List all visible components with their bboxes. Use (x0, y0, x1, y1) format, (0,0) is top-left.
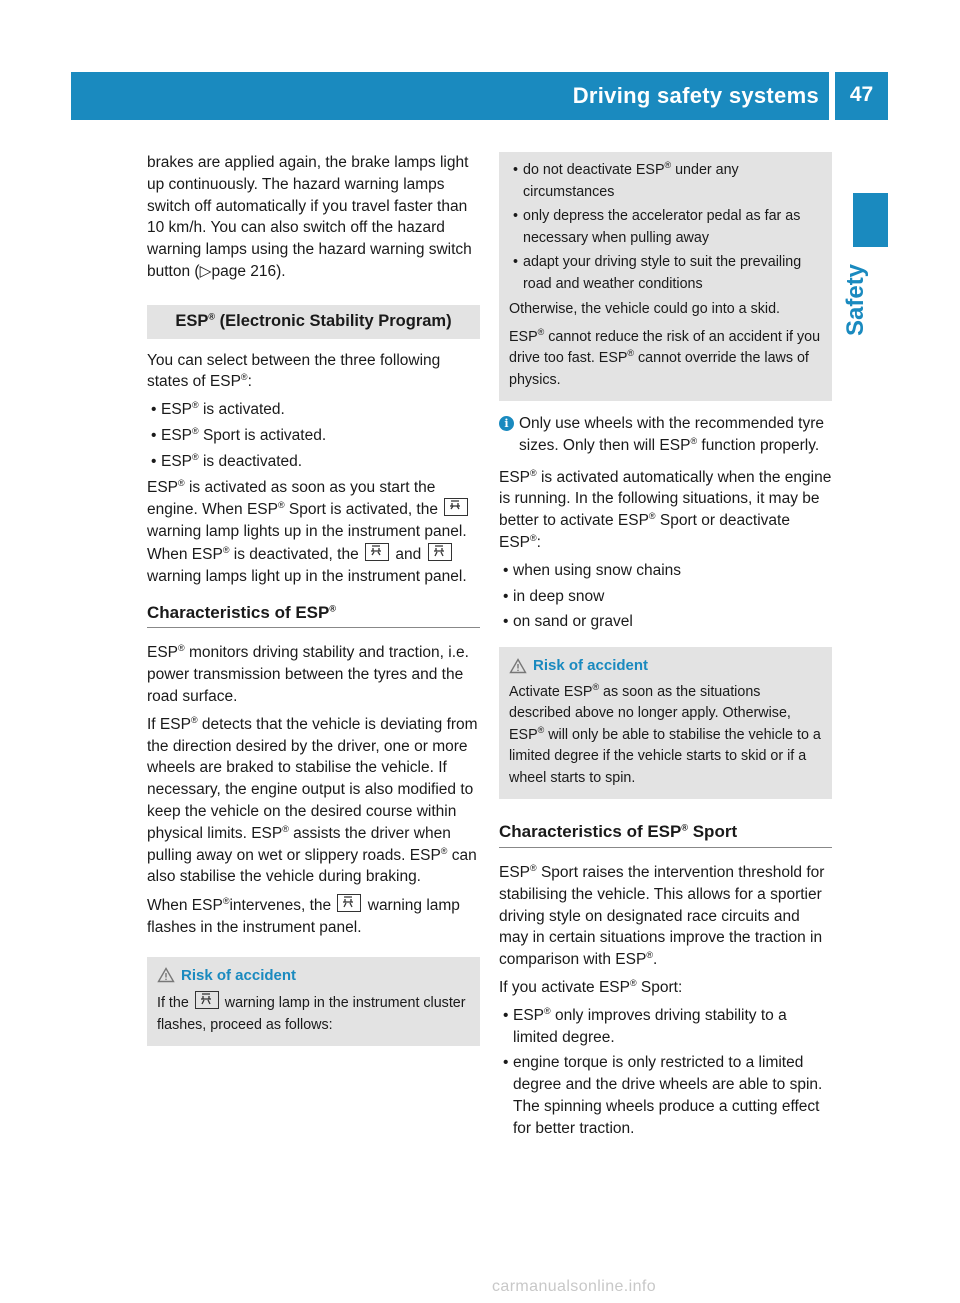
esp-lamp-icon (428, 543, 452, 561)
list-item: • ESP® only improves driving stability to a limited degree. (499, 1005, 832, 1049)
warning-box-text: If the warning lamp in the instrument cluster flashes, proceed as follows: (157, 991, 470, 1036)
warning-triangle-icon (509, 658, 527, 674)
states-intro: You can select between the three following states of ESP®: (147, 351, 441, 391)
list-item: • ESP® is activated. (147, 399, 480, 421)
paragraph: ESP® monitors driving stability and traction, i.e. power transmission between the tyres and the road surface. (147, 643, 469, 705)
list-item: • when using snow chains (499, 560, 832, 582)
ref-arrow-icon: ▷ (199, 262, 212, 280)
list-item: • adapt your driving style to suit the prevailing road and weather conditions (509, 252, 822, 295)
footer-watermark: carmanualsonline.info (492, 1278, 657, 1295)
esp-off-lamp-icon (365, 543, 389, 561)
warning-box-text: Activate ESP® as soon as the situations described above no longer apply. Otherwise, ESP® will only be able to stabilise the vehicle to a limited degree if the vehicle starts to skid or if a wheel starts to spin. (509, 681, 821, 786)
paragraph: When ESP®intervenes, the warning lamp flashes in the instrument panel. (147, 895, 460, 936)
info-note: i Only use wheels with the recommended tyre sizes. Only then will ESP® function properly. (499, 413, 832, 457)
warning-box (147, 957, 480, 1047)
paragraph: ESP® is activated automatically when the engine is running. In the following situations, it may be better to activate ESP® Sport or deactivate ESP®: (499, 467, 832, 551)
list-item: • engine torque is only restricted to a limited degree and the drive wheels are able to spin. The spinning wheels produce a cutting effect for better traction. (499, 1052, 832, 1139)
warning-box-continued (499, 152, 832, 401)
list-item: • ESP® is deactivated. (147, 451, 480, 473)
section-heading-esp: ESP® (Electronic Stability Program) (147, 305, 480, 339)
warning-box-title: Risk of accident (509, 655, 822, 677)
subheading-characteristics-esp: Characteristics of ESP® (147, 602, 480, 629)
side-section-label: Safety (842, 263, 869, 336)
page-title: Driving safety systems (572, 83, 819, 108)
paragraph: ESP® Sport raises the intervention threshold for stabilising the vehicle. This allows for a sportier driving style on designated race circuits and may in certain situations improve the traction in comparison with ESP®. (499, 862, 825, 969)
box-paragraph: Otherwise, the vehicle could go into a skid. (509, 301, 780, 317)
box-paragraph: ESP® cannot reduce the risk of an accident if you drive too fast. ESP® cannot override the laws of physics. (509, 326, 821, 388)
esp-lamp-icon (337, 894, 361, 912)
intro-paragraph: brakes are applied again, the brake lamps light up continuously. The hazard warning lamps switch off automatically if you travel faster than 10 km/h. You can also switch off the hazard warning lamps using the hazard warning switch button (▷page 216). (147, 154, 472, 280)
warning-box-title: Risk of accident (157, 965, 470, 987)
warning-box (499, 647, 832, 799)
warning-triangle-icon (157, 967, 175, 983)
side-tab-block (853, 193, 888, 247)
info-icon: i (499, 416, 514, 431)
activation-paragraph: ESP® is activated as soon as you start the engine. When ESP® Sport is activated, the warning lamp lights up in the instrument panel. When ESP® is deactivated, the and warning lamps light up in the instrument panel. (147, 477, 467, 585)
list-item: • do not deactivate ESP® under any circumstances (509, 160, 822, 203)
right-column (499, 152, 832, 1144)
list-item: • ESP® Sport is activated. (147, 425, 480, 447)
list-item: • on sand or gravel (499, 611, 832, 633)
esp-sport-lamp-icon (444, 498, 468, 516)
paragraph: If ESP® detects that the vehicle is deviating from the direction desired by the driver, one or more wheels are braked to stabilise the vehicle. If necessary, the engine output is also modified to keep the vehicle on the desired course within physical limits. ESP® assists the driver when pulling away on wet or slippery roads. ESP® can also stabilise the vehicle during braking. (147, 714, 478, 886)
subheading-characteristics-esp-sport: Characteristics of ESP® Sport (499, 821, 832, 848)
list-item: • only depress the accelerator pedal as far as necessary when pulling away (509, 206, 822, 249)
page-number: 47 (849, 83, 874, 106)
left-column (147, 152, 480, 1046)
esp-lamp-icon (195, 991, 219, 1009)
list-item: • in deep snow (499, 586, 832, 608)
paragraph: If you activate ESP® Sport: (499, 977, 683, 996)
